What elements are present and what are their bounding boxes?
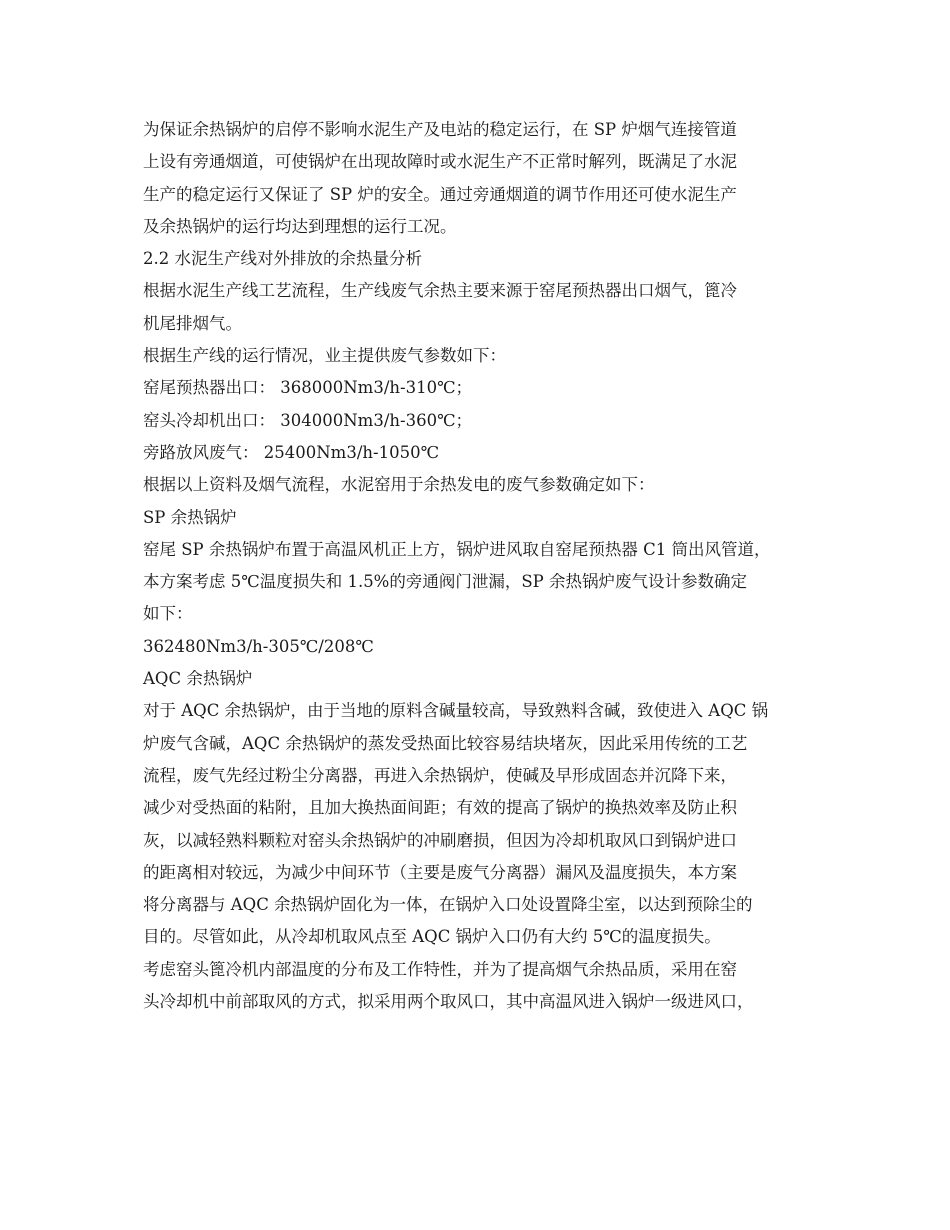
text-line: 如下：: [143, 604, 193, 624]
parameter-line: 窑尾预热器出口： 368000Nm3/h-310℃；: [143, 378, 473, 398]
text-line: 灰，以减轻熟料颗粒对窑头余热锅炉的冲刷磨损，但因为冷却机取风口到锅炉进口: [143, 830, 737, 850]
text-line: 目的。尽管如此，从冷却机取风点至 AQC 锅炉入口仍有大约 5℃的温度损失。: [143, 927, 721, 947]
text-line: 炉废气含碱，AQC 余热锅炉的蒸发受热面比较容易结块堵灰，因此采用传统的工艺: [143, 733, 748, 753]
text-line: 窑尾 SP 余热锅炉布置于高温风机正上方，锅炉进风取自窑尾预热器 C1 筒出风管道，: [143, 539, 771, 559]
text-line: 根据水泥生产线工艺流程，生产线废气余热主要来源于窑尾预热器出口烟气，篦冷: [143, 281, 737, 301]
text-line: 根据以上资料及烟气流程，水泥窑用于余热发电的废气参数确定如下：: [143, 475, 655, 495]
document-body: [143, 114, 813, 1018]
text-line: 为保证余热锅炉的启停不影响水泥生产及电站的稳定运行，在 SP 炉烟气连接管道: [143, 120, 737, 139]
text-line: 机尾排烟气。: [143, 313, 242, 333]
text-line: 对于 AQC 余热锅炉，由于当地的原料含碱量较高，导致熟料含碱，致使进入 AQC 锅: [143, 701, 769, 721]
text-line: 流程，废气先经过粉尘分离器，再进入余热锅炉，使碱及早形成固态并沉降下来，: [143, 765, 737, 785]
text-line: 生产的稳定运行又保证了 SP 炉的安全。通过旁通烟道的调节作用还可使水泥生产: [143, 184, 737, 204]
text-line: 考虑窑头篦冷机内部温度的分布及工作特性，并为了提高烟气余热品质，采用在窑: [143, 959, 737, 979]
parameter-line: 旁路放风废气： 25400Nm3/h-1050℃: [143, 442, 440, 462]
text-line: 本方案考虑 5℃温度损失和 1.5%的旁通阀门泄漏，SP 余热锅炉废气设计参数确定: [143, 572, 748, 592]
parameter-line: 362480Nm3/h-305℃/208℃: [143, 636, 374, 656]
text-line: 及余热锅炉的运行均达到理想的运行工况。: [143, 216, 457, 236]
text-line: 减少对受热面的粘附，且加大换热面间距；有效的提高了锅炉的换热效率及防止积: [143, 798, 737, 818]
text-line: 将分离器与 AQC 余热锅炉固化为一体，在锅炉入口处设置降尘室，以达到预除尘的: [143, 895, 753, 915]
text-line: 上设有旁通烟道，可使锅炉在出现故障时或水泥生产不正常时解列，既满足了水泥: [143, 152, 737, 172]
parameter-line: 窑头冷却机出口： 304000Nm3/h-360℃；: [143, 410, 473, 430]
text-line: 头冷却机中前部取风的方式，拟采用两个取风口，其中高温风进入锅炉一级进风口，: [143, 992, 754, 1012]
text-line: 的距离相对较远，为减少中间环节（主要是废气分离器）漏风及温度损失，本方案: [143, 862, 737, 882]
subheading-sp-boiler: SP 余热锅炉: [143, 507, 237, 527]
text-line: 根据生产线的运行情况，业主提供废气参数如下：: [143, 346, 506, 366]
subheading-aqc-boiler: AQC 余热锅炉: [143, 669, 253, 689]
section-heading: 2.2 水泥生产线对外排放的余热量分析: [143, 249, 422, 269]
